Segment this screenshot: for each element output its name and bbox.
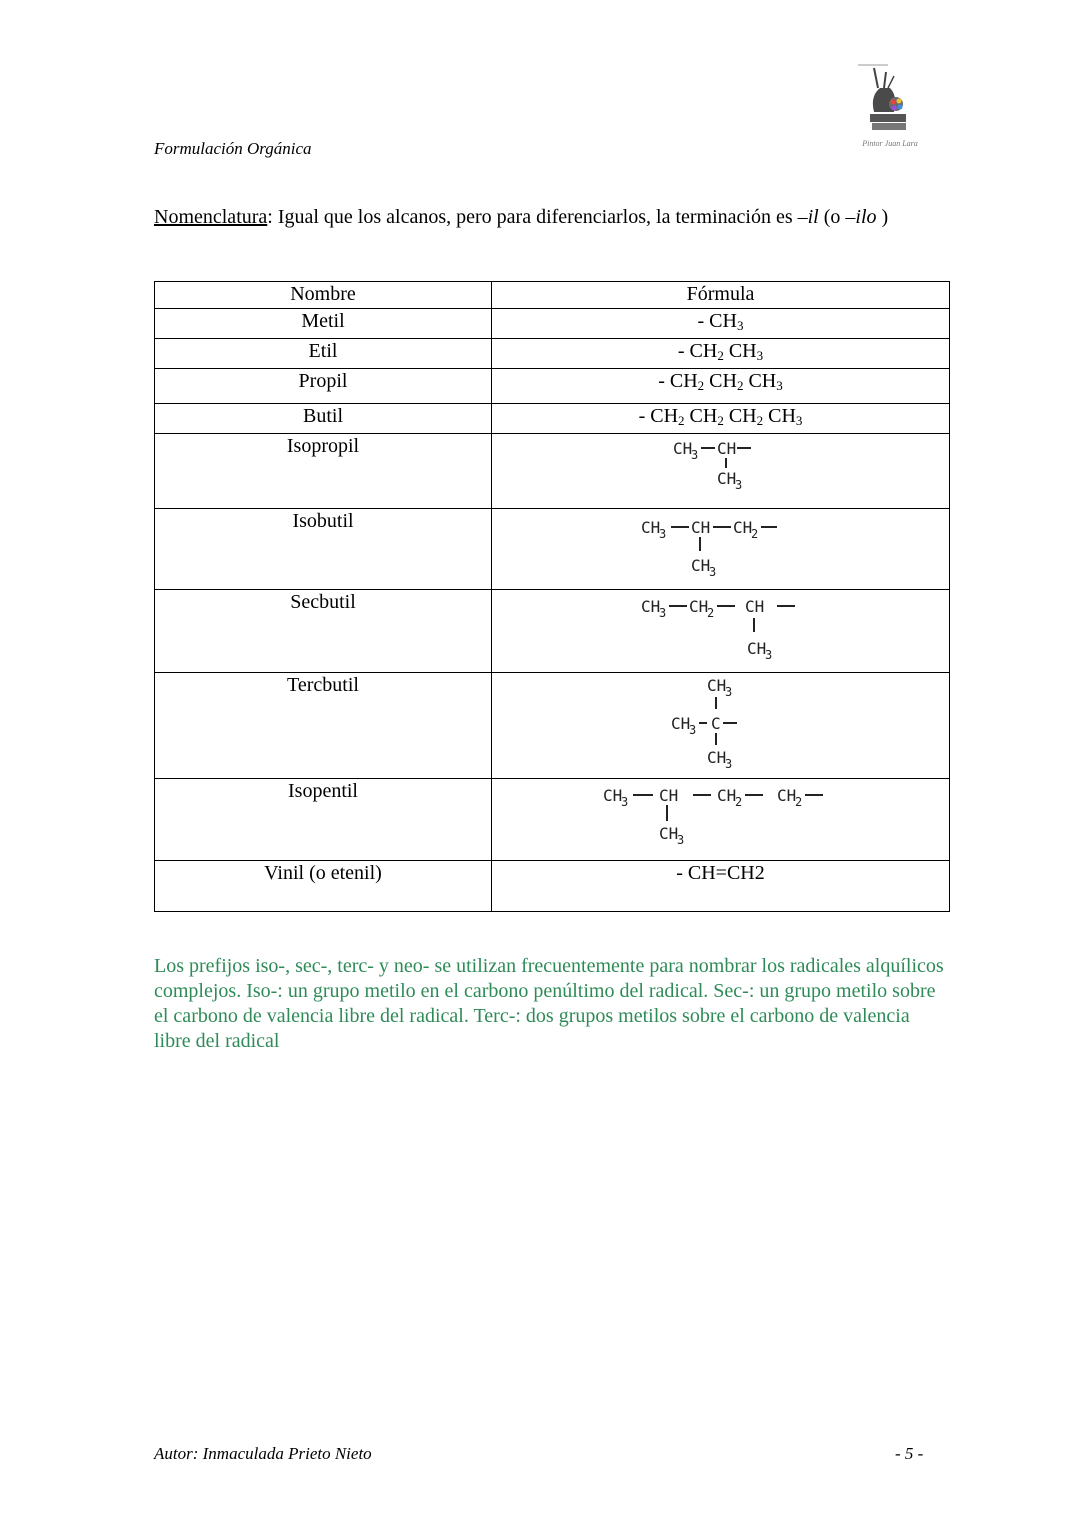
- svg-text:CH: CH: [716, 786, 736, 805]
- svg-text:CH: CH: [690, 518, 710, 537]
- ending-ilo: –ilo: [845, 206, 877, 228]
- svg-text:CH: CH: [744, 597, 764, 616]
- secbutil-structure: [631, 590, 811, 668]
- svg-text:2: 2: [794, 795, 802, 809]
- intro-text-a: : Igual que los alcanos, pero para diferenciarlos, la terminación es: [267, 206, 798, 228]
- isobutil-structure: [631, 509, 811, 585]
- svg-text:3: 3: [658, 606, 666, 620]
- row-name: Isopentil: [155, 779, 492, 861]
- svg-text:CH: CH: [690, 556, 710, 575]
- row-name: Isopropil: [155, 434, 492, 509]
- row-name: Vinil (o etenil): [155, 861, 492, 912]
- row-formula: - $CH_3$: [492, 309, 950, 339]
- svg-text:CH: CH: [706, 676, 726, 695]
- svg-text:CH: CH: [602, 786, 622, 805]
- svg-text:3: 3: [734, 478, 742, 492]
- svg-text:2: 2: [750, 527, 758, 541]
- svg-text:CH: CH: [670, 714, 690, 733]
- row-name: Metil: [155, 309, 492, 339]
- table-header-row: [155, 282, 950, 309]
- row-name: Isobutil: [155, 509, 492, 590]
- footer-author: Autor: Inmaculada Prieto Nieto: [154, 1444, 372, 1463]
- nomenclature-paragraph: [154, 205, 934, 230]
- table-row: [155, 434, 950, 509]
- svg-text:CH: CH: [732, 518, 752, 537]
- svg-text:3: 3: [724, 685, 732, 699]
- row-formula-secbutil: [492, 590, 950, 673]
- table-row: [155, 509, 950, 590]
- table-row: [155, 309, 950, 339]
- svg-text:3: 3: [658, 527, 666, 541]
- page-number: - 5 -: [895, 1444, 924, 1463]
- row-name: Propil: [155, 369, 492, 404]
- header-name: Nombre: [155, 282, 492, 309]
- table-row: [155, 779, 950, 861]
- svg-text:3: 3: [724, 757, 732, 771]
- svg-text:3: 3: [708, 565, 716, 579]
- row-formula-isopropil: [492, 434, 950, 509]
- svg-text:3: 3: [688, 723, 696, 737]
- isopentil-structure: [601, 779, 841, 855]
- intro-text-b: (o: [818, 206, 846, 228]
- svg-text:CH: CH: [716, 439, 736, 458]
- svg-text:CH: CH: [746, 639, 766, 658]
- isopropil-structure: [661, 434, 781, 504]
- nomenclature-label: Nomenclatura: [154, 206, 268, 228]
- svg-text:CH: CH: [706, 748, 726, 767]
- table-row: [155, 673, 950, 779]
- row-name: Secbutil: [155, 590, 492, 673]
- svg-text:CH: CH: [688, 597, 708, 616]
- row-name: Etil: [155, 339, 492, 369]
- svg-text:CH: CH: [672, 439, 692, 458]
- ending-il: –il: [797, 206, 819, 228]
- row-name: Tercbutil: [155, 673, 492, 779]
- svg-text:CH: CH: [640, 597, 660, 616]
- table-row: [155, 590, 950, 673]
- row-name: Butil: [155, 404, 492, 434]
- table-row: [155, 369, 950, 404]
- svg-text:2: 2: [734, 795, 742, 809]
- svg-text:CH: CH: [640, 518, 660, 537]
- school-logo: [856, 62, 924, 154]
- logo-caption: Pintor Juan Lara: [862, 139, 918, 148]
- row-formula: - $CH_2$ $CH_2$ $CH_2$ $CH_3$: [492, 404, 950, 434]
- row-formula: - $CH_2$ $CH_2$ $CH_3$: [492, 369, 950, 404]
- svg-text:CH: CH: [658, 824, 678, 843]
- table-row: [155, 339, 950, 369]
- table-row: [155, 404, 950, 434]
- svg-text:CH: CH: [658, 786, 678, 805]
- row-formula: - $CH_2$ $CH_3$: [492, 339, 950, 369]
- svg-text:3: 3: [690, 448, 698, 462]
- header-formula: Fórmula: [492, 282, 950, 309]
- tercbutil-structure: [671, 673, 771, 773]
- row-formula: - CH=CH2: [492, 861, 950, 912]
- svg-text:3: 3: [620, 795, 628, 809]
- row-formula-isopentil: [492, 779, 950, 861]
- header-title: Formulación Orgánica: [154, 139, 312, 158]
- radicals-table: [154, 281, 950, 912]
- intro-text-c: ): [876, 206, 889, 228]
- svg-text:C: C: [710, 714, 721, 733]
- svg-text:3: 3: [676, 833, 684, 847]
- row-formula-tercbutil: [492, 673, 950, 779]
- svg-text:2: 2: [706, 606, 714, 620]
- prefix-note: Los prefijos iso-, sec-, terc- y neo- se utilizan frecuentemente para nombrar los radicales alquílicos complejos. Iso-: un grupo metilo en el carbono penúltimo del radical. Sec-: un grupo metilo sobre el carbono de valencia libre del radical. Terc-: dos grupos metilos sobre el carbono de valencia libre del radical: [154, 955, 944, 1052]
- svg-text:CH: CH: [776, 786, 796, 805]
- row-formula-isobutil: [492, 509, 950, 590]
- svg-text:3: 3: [764, 648, 772, 662]
- table-row: [155, 861, 950, 912]
- svg-text:CH: CH: [716, 469, 736, 488]
